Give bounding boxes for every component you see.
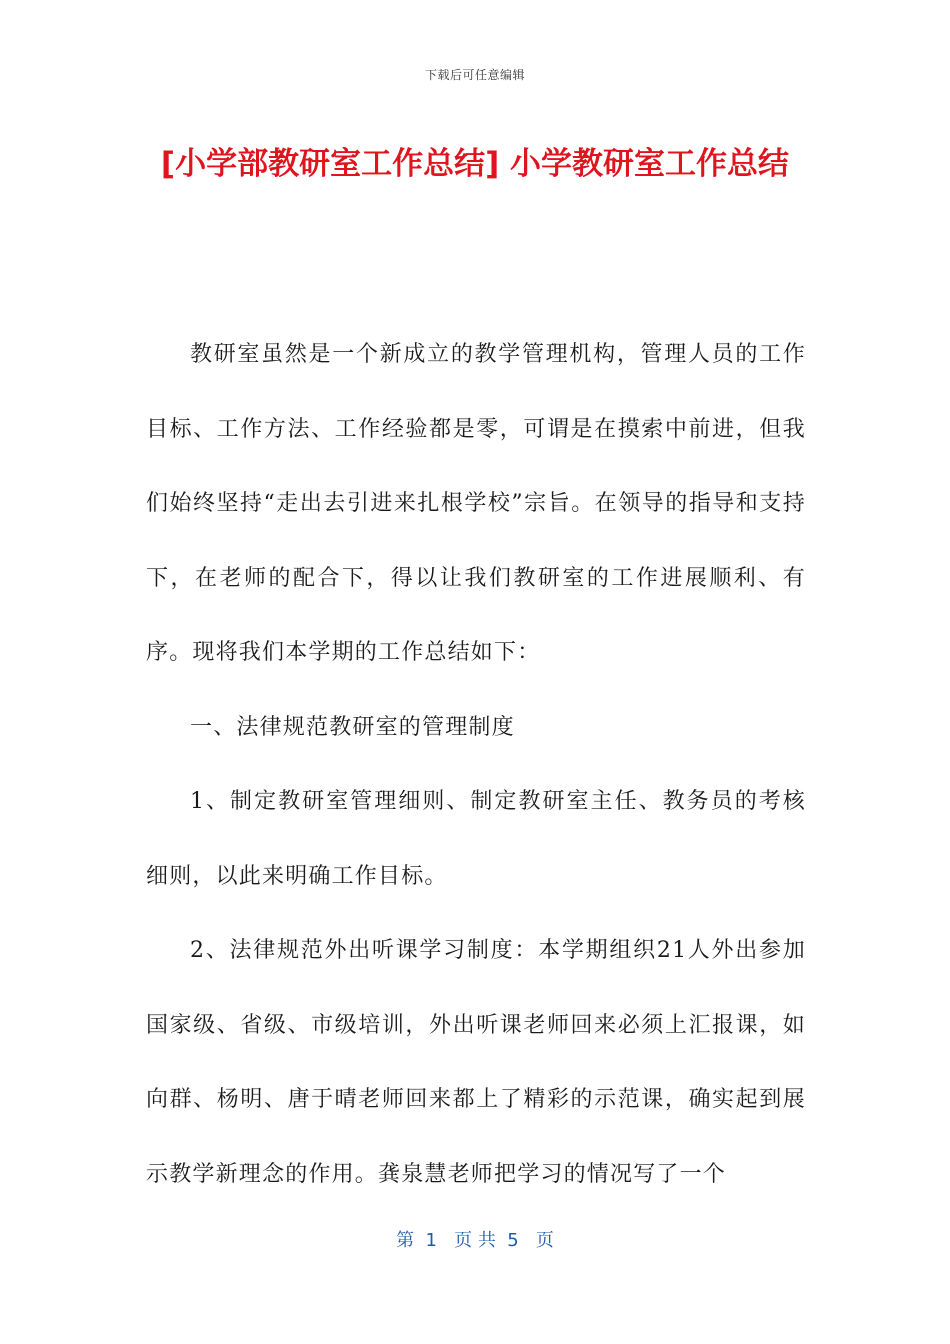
paragraph-intro: 教研室虽然是一个新成立的教学管理机构，管理人员的工作目标、工作方法、工作经验都是零，可谓是在摸索中前进，但我们始终坚持“走出去引进来扎根学校”宗旨。在领导的指导和支持下，在老师的配合下，得以让我们教研室的工作进展顺利、有序。现将我们本学期的工作总结如下：	[146, 342, 806, 665]
paragraph-item-2: 2、法律规范外出听课学习制度：本学期组织21人外出参加国家级、省级、市级培训，外出听课老师回来必须上汇报课，如向群、杨明、唐于晴老师回来都上了精彩的示范课，确实起到展示教学新理念的作用。龚泉慧老师把学习的情况写了一个	[146, 938, 806, 1187]
header-note: 下载后可任意编辑	[424, 68, 525, 82]
paragraph-item-1: 1、制定教研室管理细则、制定教研室主任、教务员的考核细则，以此来明确工作目标。	[146, 789, 806, 889]
document-body	[146, 318, 806, 1212]
document-title: [小学部教研室工作总结] 小学教研室工作总结	[160, 146, 790, 182]
section-heading-1: 一、法律规范教研室的管理制度	[190, 714, 515, 740]
page-number-footer: 第 1 页 共 5 页	[396, 1230, 554, 1251]
